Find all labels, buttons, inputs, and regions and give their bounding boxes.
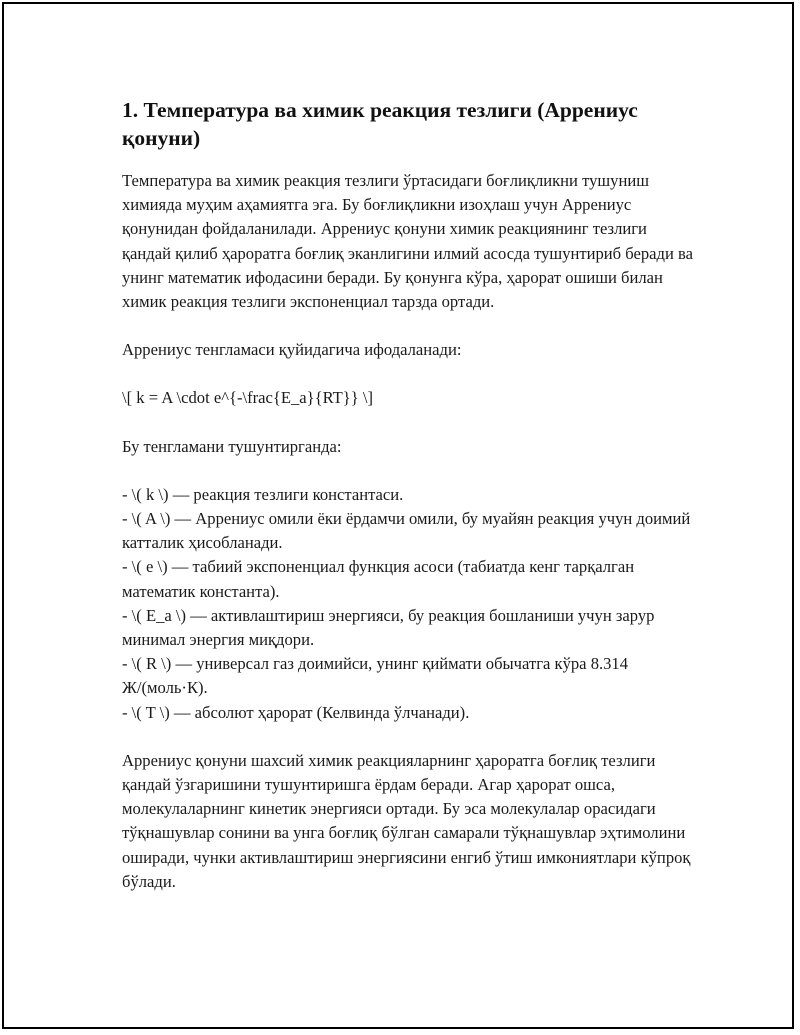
page-frame [2, 2, 794, 1029]
document-content [122, 96, 697, 918]
intro-paragraph: Температура ва химик реакция тезлиги ўртасидаги боғлиқликни тушуниш химияда муҳим аҳамиятга эга. Бу боғлиқликни изоҳлаш учун Аррениус қонунидан фойдаланилади. Аррениус қонуни химик реакциянинг тезлиги қандай қилиб ҳароратга боғлиқ эканлигини илмий асосда тушунтириб беради ва унинг математик ифодасини беради. Бу қонунга кўра, ҳарорат ошиши билан химик реакция тезлиги экспоненциал тарзда ортади. [122, 171, 693, 312]
definition-item-e: - \( e \) — табиий экспоненциал функция асоси (табиатда кенг тарқалган математик константа). [122, 557, 635, 601]
conclusion-paragraph: Аррениус қонуни шахсий химик реакцияларнинг ҳароратга боғлиқ тезлиги қандай ўзгаришини тушунтиришга ёрдам беради. Агар ҳарорат ошса, молекулаларнинг кинетик энергияси ортади. Бу эса молекулалар орасидаги тўқнашувлар сонини ва унга боғлиқ бўлган самарали тўқнашувлар эҳтимолини оширади, чунки активлаштириш энергиясини енгиб ўтиш имкониятлари кўпроқ бўлади. [122, 750, 691, 891]
definition-item-ea: - \( E_a \) — активлаштириш энергияси, бу реакция бошланиши учун зарур минимал энергия миқдори. [122, 605, 655, 650]
definition-item-k: - \( k \) — реакция тезлиги константаси. [122, 484, 404, 504]
explanation-intro: Бу тенгламани тушунтирганда: [122, 436, 342, 456]
definition-item-t: - \( T \) — абсолют ҳарорат (Келвинда ўлчанади). [122, 702, 470, 722]
definitions-list [122, 483, 697, 725]
definition-item-a: - \( A \) — Аррениус омили ёки ёрдамчи омили, бу муайян реакция учун доимий катталик ҳисобланади. [122, 509, 691, 553]
arrhenius-equation: \[ k = A \cdot e^{-\frac{E_a}{RT}} \] [122, 388, 374, 408]
definition-item-r: - \( R \) — универсал газ доимийси, унинг қиймати обычатга кўра 8.314 Ж/(моль·К). [122, 654, 629, 698]
page-title: 1. Температура ва химик реакция тезлиги (Аррениус қонуни) [122, 98, 638, 150]
equation-intro: Аррениус тенгламаси қуйидагича ифодаланади: [122, 340, 462, 360]
